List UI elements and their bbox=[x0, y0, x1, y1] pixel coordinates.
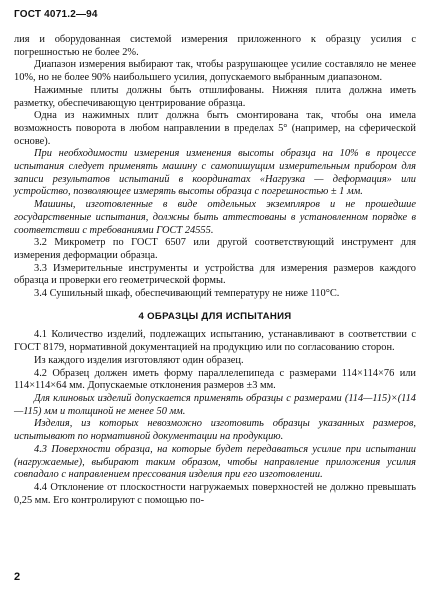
paragraph: При необходимости измерения изменения высоты образца на 10% в процессе испытания следует применять машину с самопишущим измерительным прибором для записи результатов испытаний в координатах «Нагрузка — деформация» или устройство, позволяющее измерять высоты образца с погрешностью ± 1 мм. bbox=[14, 148, 416, 198]
page-number: 2 bbox=[14, 571, 21, 583]
paragraph: Из каждого изделия изготовляют один образец. bbox=[34, 354, 244, 366]
paragraph: лия и оборудованная системой измерения приложенного к образцу усилия с погрешностью не более 2%. bbox=[14, 34, 416, 58]
paragraph: Нажимные плиты должны быть отшлифованы. Нижняя плита должна иметь разметку, обеспечивающую центрирование образца. bbox=[14, 84, 416, 109]
paragraph: 4.3 Поверхности образца, на которые будет передаваться усилие при испытании (нагружаемые), выбирают таким образом, чтобы направление приложения усилия совпадало с направлением прессования изделия при его изготовлении. bbox=[14, 443, 416, 481]
paragraph: 4.4 Отклонение от плоскостности нагружаемых поверхностей не должно превышать 0,25 мм. Его контролируют с помощью по- bbox=[14, 481, 416, 506]
section-4-text bbox=[14, 329, 416, 507]
paragraph: Машины, изготовленные в виде отдельных экземпляров и не прошедшие государственные испытания, должны быть аттестованы в установленном порядке в соответствии с требованиями ГОСТ 24555. bbox=[14, 199, 416, 236]
paragraph: 4.1 Количество изделий, подлежащих испытанию, устанавливают в соответствии с ГОСТ 8179, нормативной документацией на продукцию или по согласованию сторон. bbox=[14, 329, 416, 354]
paragraph: Одна из нажимных плит должна быть смонтирована так, чтобы она имела возможность поворота в любом направлении в пределах 5° (например, на сферической основе). bbox=[14, 110, 416, 147]
section-heading: 4 ОБРАЗЦЫ ДЛЯ ИСПЫТАНИЯ bbox=[138, 310, 292, 322]
paragraph: 3.3 Измерительные инструменты и устройства для измерения размеров каждого образца и проверки его геометрической формы. bbox=[14, 262, 416, 287]
paragraph: 3.2 Микрометр по ГОСТ 6507 или другой соответствующий инструмент для измерения деформации образца. bbox=[14, 237, 416, 261]
paragraph: Для клиновых изделий допускается применять образцы с размерами (114—115)×(114—115) мм и толщиной не менее 50 мм. bbox=[14, 392, 416, 417]
paragraph: Изделия, из которых невозможно изготовить образцы указанных размеров, испытывают по нормативной документации на продукцию. bbox=[14, 418, 416, 443]
document-header: ГОСТ 4071.2—94 bbox=[14, 9, 98, 20]
paragraph: Диапазон измерения выбирают так, чтобы разрушающее усилие составляло не менее 10%, но не более 90% наибольшего усилия, допускаемого выбранным диапазоном. bbox=[14, 59, 416, 84]
paragraph: 3.4 Сушильный шкаф, обеспечивающий температуру не ниже 110°С. bbox=[34, 288, 340, 300]
paragraph: 4.2 Образец должен иметь форму параллелепипеда с размерами 114×114×76 или 114×114×64 мм. Допускаемые отклонения размеров ±3 мм. bbox=[14, 367, 416, 392]
document-body bbox=[14, 34, 416, 507]
section-3-text bbox=[14, 34, 416, 301]
